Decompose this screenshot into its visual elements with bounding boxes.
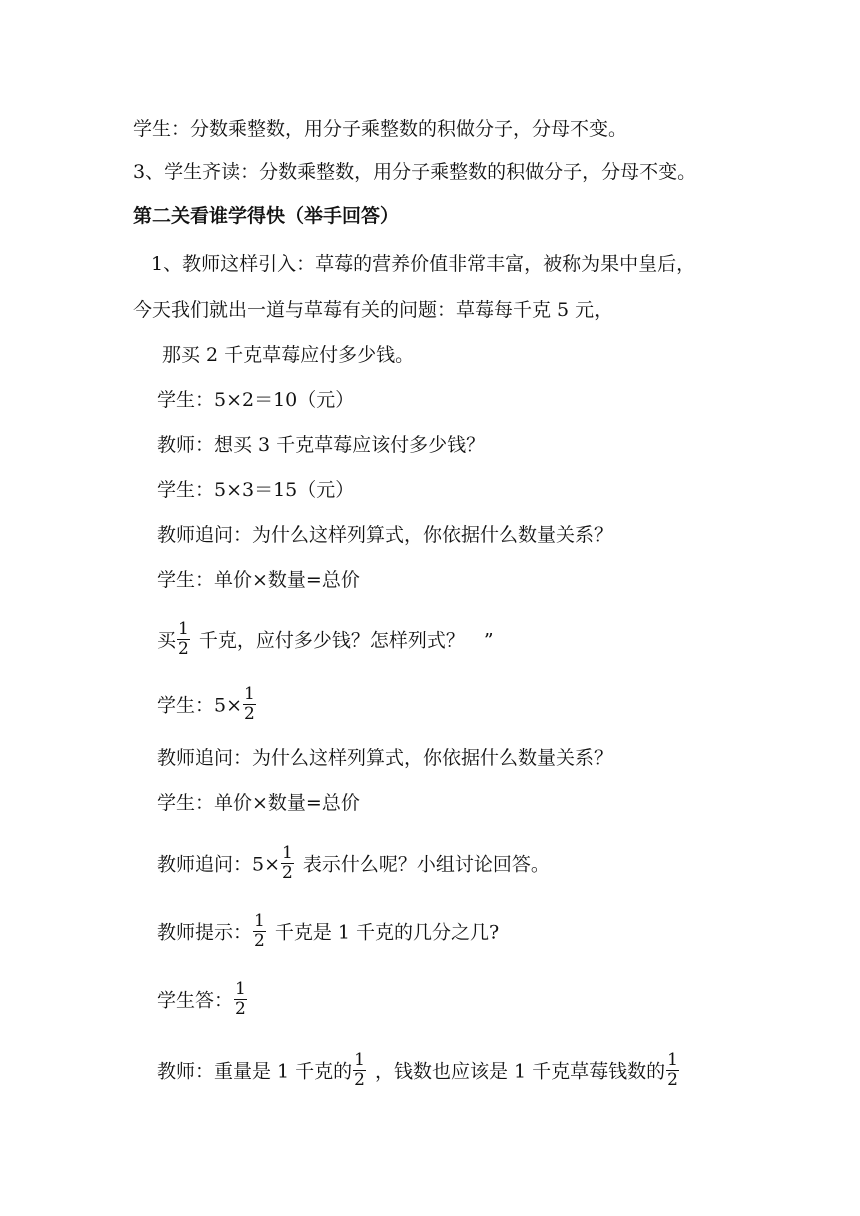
paragraph-teacher-intro: 1、教师这样引入：草莓的营养价值非常丰富，被称为果中皇后， xyxy=(151,253,696,275)
fraction-denominator: 2 xyxy=(178,639,189,659)
text-prefix: 教师追问：5× xyxy=(157,853,281,876)
paragraph-student-answer-15: 学生：5×3＝15（元） xyxy=(157,479,355,501)
fraction-one-half xyxy=(177,620,190,659)
text-prefix: 学生答： xyxy=(157,989,234,1012)
paragraph-teacher-3kg: 教师：想买 3 千克草莓应该付多少钱？ xyxy=(157,434,486,456)
paragraph-teacher-hint xyxy=(157,911,500,953)
paragraph-teacher-why-2: 教师追问：为什么这样列算式，你依据什么数量关系？ xyxy=(157,747,614,769)
paragraph-teacher-conclusion xyxy=(157,1050,680,1092)
fraction-denominator: 2 xyxy=(354,1070,365,1090)
fraction-one-half xyxy=(353,1051,366,1090)
text-prefix: 买 xyxy=(157,629,177,652)
paragraph-teacher-why-1: 教师追问：为什么这样列算式，你依据什么数量关系？ xyxy=(157,524,614,546)
fraction-one-half xyxy=(253,912,266,951)
text-prefix: 学生：5× xyxy=(157,694,243,717)
paragraph-student-half xyxy=(157,979,248,1021)
paragraph-student-answer-10: 学生：5×2＝10（元） xyxy=(157,389,355,411)
text-suffix: 千克，应付多少钱？怎样列式？ ” xyxy=(198,629,494,652)
fraction-denominator: 2 xyxy=(254,931,265,951)
section-heading: 第二关看谁学得快（举手回答） xyxy=(133,205,400,227)
paragraph-strawberry-problem: 今天我们就出一道与草莓有关的问题：草莓每千克 5 元， xyxy=(133,299,614,321)
fraction-numerator: 1 xyxy=(244,684,255,704)
text-suffix: 表示什么呢？小组讨论回答。 xyxy=(302,853,550,876)
text-prefix: 教师：重量是 1 千克的 xyxy=(157,1060,353,1083)
fraction-numerator: 1 xyxy=(178,619,189,639)
fraction-one-half xyxy=(281,844,294,883)
text-prefix: 教师提示： xyxy=(157,921,253,944)
text-middle: ，钱数也应该是 1 千克草莓钱数的 xyxy=(375,1060,666,1083)
fraction-one-half xyxy=(234,980,247,1019)
fraction-denominator: 2 xyxy=(244,704,255,724)
paragraph-teacher-meaning xyxy=(157,843,550,885)
fraction-denominator: 2 xyxy=(282,863,293,883)
fraction-denominator: 2 xyxy=(235,999,246,1019)
fraction-numerator: 1 xyxy=(282,843,293,863)
paragraph-class-read: 3、学生齐读：分数乘整数，用分子乘整数的积做分子，分母不变。 xyxy=(133,161,697,183)
fraction-numerator: 1 xyxy=(354,1050,365,1070)
paragraph-buy-half-kg xyxy=(157,619,494,661)
fraction-denominator: 2 xyxy=(667,1070,678,1090)
text-suffix: 千克是 1 千克的几分之几? xyxy=(274,921,500,944)
paragraph-student-rule: 学生：分数乘整数，用分子乘整数的积做分子，分母不变。 xyxy=(133,118,628,140)
paragraph-student-relation-2: 学生：单价×数量=总价 xyxy=(157,792,360,814)
fraction-one-half xyxy=(666,1051,679,1090)
paragraph-question-2kg: 那买 2 千克草莓应付多少钱。 xyxy=(162,344,415,366)
fraction-numerator: 1 xyxy=(235,979,246,999)
paragraph-student-relation-1: 学生：单价×数量=总价 xyxy=(157,569,360,591)
paragraph-student-expression xyxy=(157,684,257,726)
fraction-numerator: 1 xyxy=(254,911,265,931)
fraction-one-half xyxy=(243,685,256,724)
fraction-numerator: 1 xyxy=(667,1050,678,1070)
